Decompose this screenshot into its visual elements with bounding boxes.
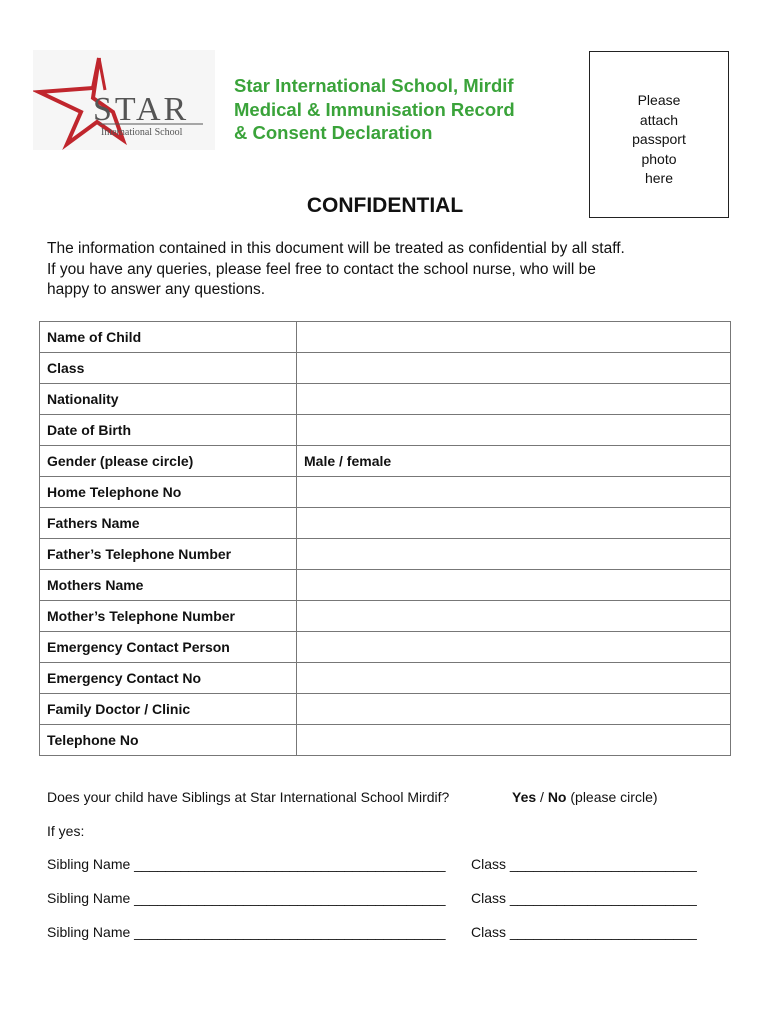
form-row <box>40 384 731 415</box>
form-row-label: Telephone No <box>40 725 297 756</box>
document-title <box>234 74 574 145</box>
form-row <box>40 322 731 353</box>
sibling-line <box>47 924 697 940</box>
photo-box-line: passport <box>632 131 686 147</box>
form-row-label: Family Doctor / Clinic <box>40 694 297 725</box>
form-row-label: Emergency Contact No <box>40 663 297 694</box>
siblings-question <box>47 789 658 805</box>
sibling-name-field[interactable]: Sibling Name ________________________________________ <box>47 856 446 872</box>
star-logo-icon <box>33 50 215 150</box>
intro-paragraph <box>47 239 737 301</box>
intro-line-2: If you have any queries, please feel free to contact the school nurse, who will be <box>47 260 596 278</box>
form-row <box>40 539 731 570</box>
form-row <box>40 663 731 694</box>
form-row <box>40 601 731 632</box>
sibling-name-field[interactable]: Sibling Name ________________________________________ <box>47 890 446 906</box>
form-row-value-field[interactable] <box>297 353 731 384</box>
form-row <box>40 632 731 663</box>
sibling-class-field[interactable]: Class ________________________ <box>471 856 697 872</box>
form-row <box>40 353 731 384</box>
yes-option[interactable]: Yes <box>512 789 537 805</box>
siblings-answer <box>512 789 658 805</box>
form-row-label: Nationality <box>40 384 297 415</box>
form-row-value-field[interactable] <box>297 384 731 415</box>
title-line-1: Star International School, Mirdif <box>234 75 514 96</box>
form-row-label: Fathers Name <box>40 508 297 539</box>
form-row <box>40 508 731 539</box>
form-row <box>40 446 731 477</box>
logo-sub-text: International School <box>101 127 183 138</box>
school-logo <box>33 50 215 150</box>
photo-box-line: attach <box>639 111 679 128</box>
confidential-heading: CONFIDENTIAL <box>306 194 464 217</box>
photo-box-line: here <box>644 170 674 186</box>
title-line-3: & Consent Declaration <box>234 122 433 143</box>
form-row-label: Name of Child <box>40 322 297 353</box>
if-yes-label: If yes: <box>47 823 85 839</box>
circle-hint: (please circle) <box>566 789 658 805</box>
form-row-value-field[interactable] <box>297 508 731 539</box>
form-row-value-field[interactable] <box>297 539 731 570</box>
form-row-value-field[interactable] <box>297 725 731 756</box>
form-row-label: Gender (please circle) <box>40 446 297 477</box>
form-row-value-field[interactable] <box>297 601 731 632</box>
form-row-value-field[interactable] <box>297 415 731 446</box>
form-row <box>40 570 731 601</box>
form-row-value-field[interactable] <box>297 632 731 663</box>
no-option[interactable]: No <box>547 789 567 805</box>
form-row-label: Class <box>40 353 297 384</box>
sibling-class-field[interactable]: Class ________________________ <box>471 890 697 906</box>
intro-line-3: happy to answer any questions. <box>47 281 265 298</box>
form-row-value-field[interactable] <box>297 570 731 601</box>
photo-box-line: photo <box>641 150 677 167</box>
form-row-label: Mother’s Telephone Number <box>40 601 297 632</box>
form-row <box>40 477 731 508</box>
form-row-label: Emergency Contact Person <box>40 632 297 663</box>
form-row-value-field[interactable] <box>297 322 731 353</box>
photo-box-line: Please <box>637 92 681 108</box>
title-line-2: Medical & Immunisation Record <box>234 98 515 120</box>
form-row-label: Mothers Name <box>40 570 297 601</box>
siblings-question-text: Does your child have Siblings at Star International School Mirdif? <box>47 789 450 805</box>
intro-line-1: The information contained in this document will be treated as confidential by all staff. <box>47 240 625 257</box>
sibling-name-field[interactable]: Sibling Name ________________________________________ <box>47 924 446 940</box>
form-row-value-field[interactable] <box>297 663 731 694</box>
form-row-label: Home Telephone No <box>40 477 297 508</box>
sibling-line <box>47 856 697 872</box>
form-row <box>40 415 731 446</box>
sibling-line <box>47 890 697 906</box>
form-row-value-field[interactable] <box>297 477 731 508</box>
yes-no-separator: / <box>536 789 548 805</box>
logo-brand-text: STAR <box>93 91 190 128</box>
form-row-value-field[interactable]: Male / female <box>297 446 731 477</box>
form-row-value-field[interactable] <box>297 694 731 725</box>
sibling-class-field[interactable]: Class ________________________ <box>471 924 697 940</box>
child-details-table <box>39 321 731 756</box>
form-row <box>40 725 731 756</box>
form-row <box>40 694 731 725</box>
passport-photo-box[interactable] <box>589 51 729 218</box>
form-row-label: Date of Birth <box>40 415 297 446</box>
form-row-label: Father’s Telephone Number <box>40 539 297 570</box>
